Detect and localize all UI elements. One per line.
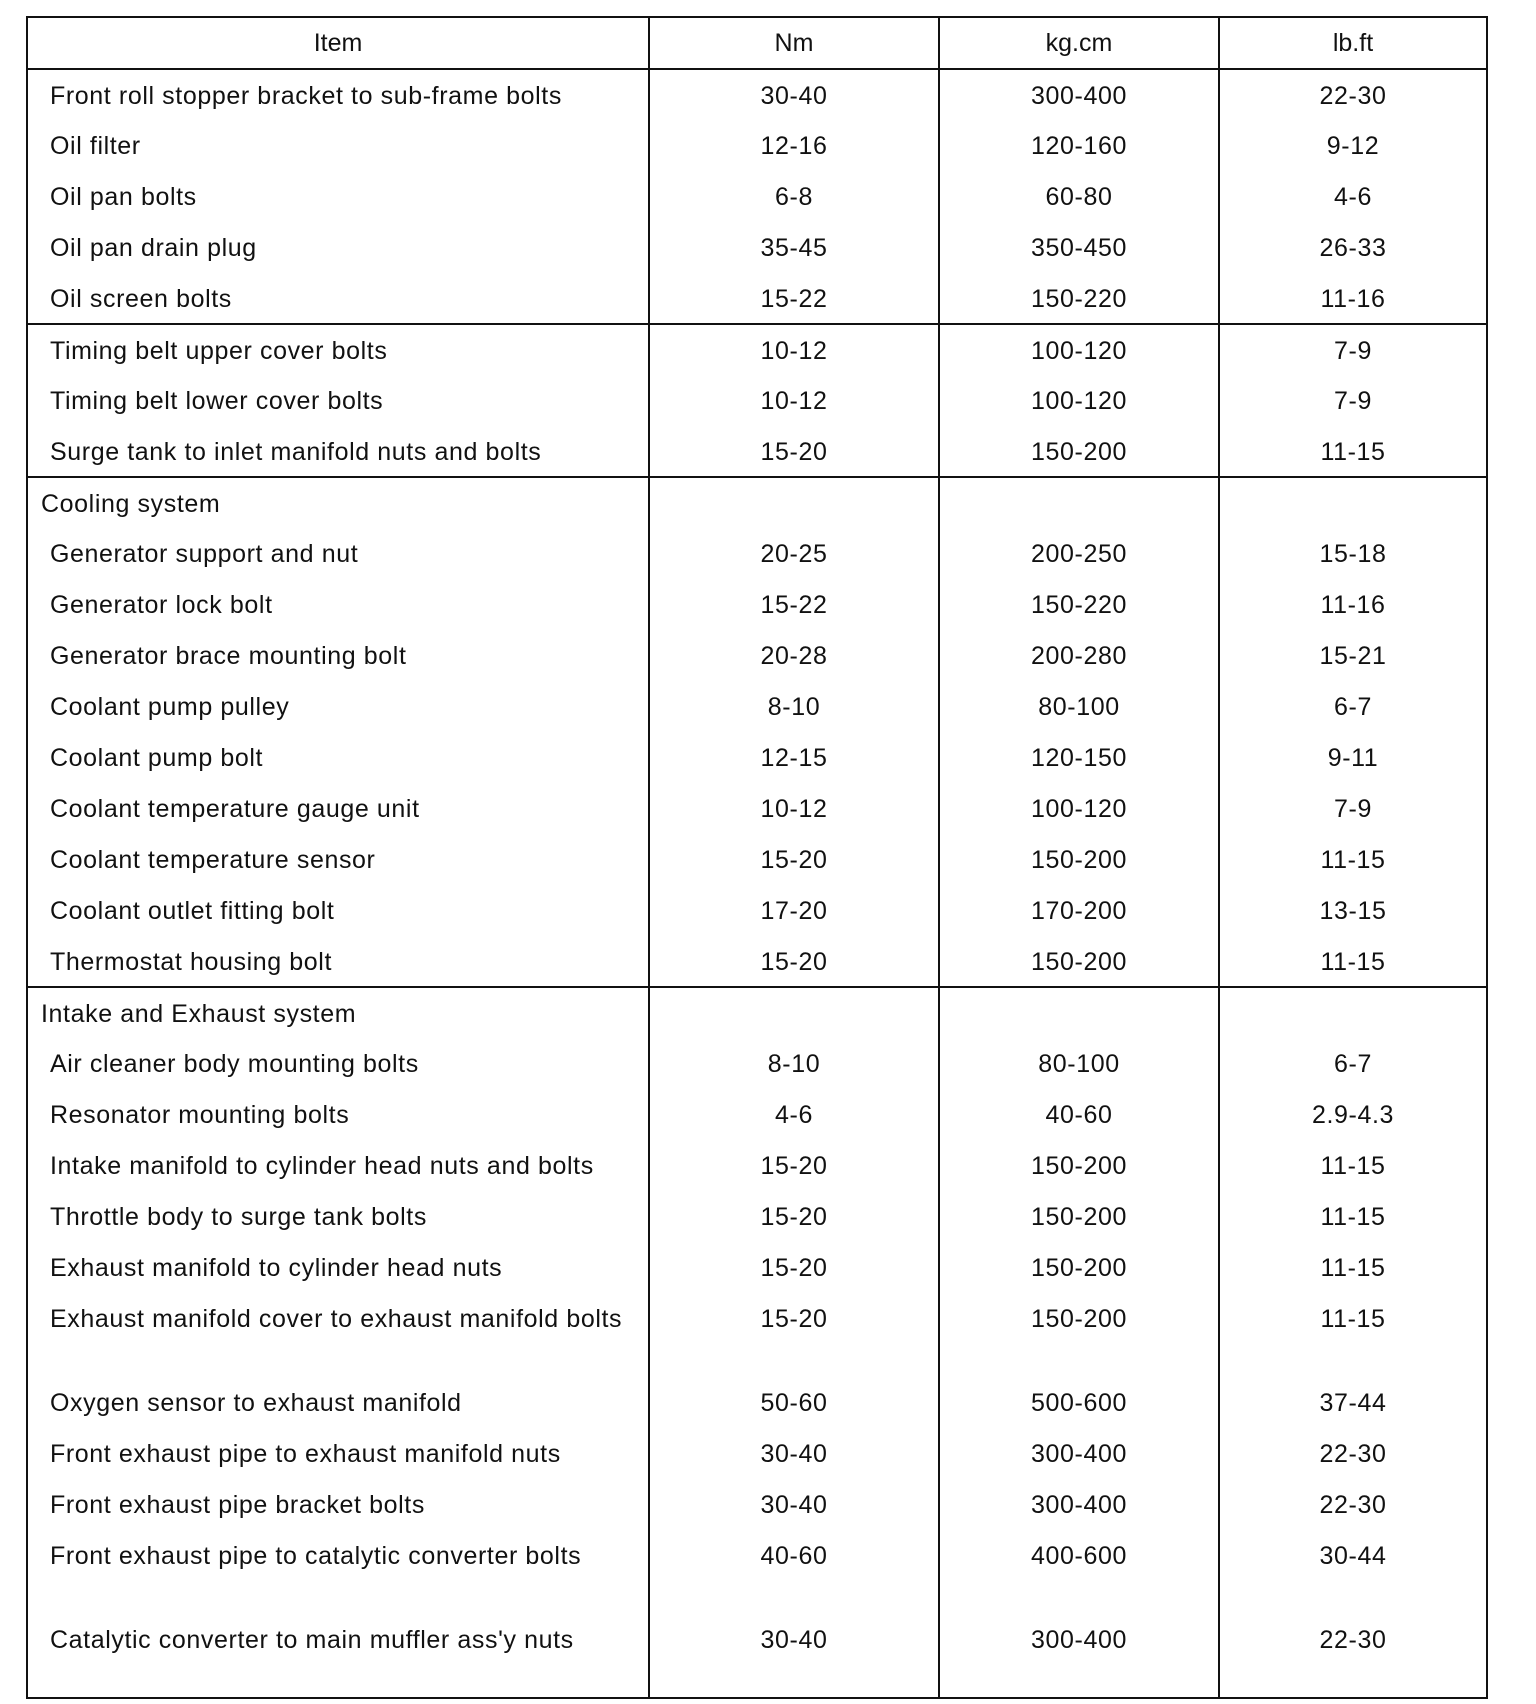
cell-item: Thermostat housing bolt (50, 948, 333, 976)
cell-lbft: 11-15 (1219, 1293, 1487, 1377)
table-row (27, 222, 1487, 273)
table-row (27, 936, 1487, 987)
cell-item: Generator brace mounting bolt (50, 642, 407, 670)
cell-lbft: 22-30 (1219, 1428, 1487, 1479)
cell-kgcm: 120-160 (939, 120, 1219, 171)
empty-cell (649, 987, 939, 1038)
cell-lbft: 11-16 (1219, 273, 1487, 324)
group-timing-belt (27, 324, 1487, 477)
table-row (27, 1191, 1487, 1242)
empty-cell (649, 477, 939, 528)
cell-kgcm: 120-150 (939, 732, 1219, 783)
table-row (27, 681, 1487, 732)
cell-lbft: 11-15 (1219, 1191, 1487, 1242)
cell-lbft: 2.9-4.3 (1219, 1089, 1487, 1140)
cell-item: Front exhaust pipe to exhaust manifold nuts (50, 1440, 561, 1468)
section-header-row (27, 477, 1487, 528)
section-header-row (27, 987, 1487, 1038)
cell-nm: 15-20 (649, 936, 939, 987)
cell-lbft: 22-30 (1219, 1614, 1487, 1698)
cell-nm: 4-6 (649, 1089, 939, 1140)
cell-nm: 10-12 (649, 783, 939, 834)
cell-item: Throttle body to surge tank bolts (50, 1203, 427, 1231)
cell-item: Oil pan bolts (50, 183, 197, 211)
table-row (27, 120, 1487, 171)
cell-nm: 30-40 (649, 69, 939, 120)
cell-lbft: 30-44 (1219, 1530, 1487, 1614)
cell-lbft: 7-9 (1219, 324, 1487, 375)
cell-nm: 30-40 (649, 1479, 939, 1530)
table-row (27, 885, 1487, 936)
cell-item: Front roll stopper bracket to sub-frame bolts (50, 82, 562, 110)
empty-cell (939, 477, 1219, 528)
cell-kgcm: 150-200 (939, 834, 1219, 885)
table-row (27, 1089, 1487, 1140)
cell-lbft: 11-15 (1219, 834, 1487, 885)
cell-kgcm: 150-200 (939, 936, 1219, 987)
cell-kgcm: 200-250 (939, 528, 1219, 579)
cell-nm: 15-20 (649, 1242, 939, 1293)
cell-lbft: 6-7 (1219, 681, 1487, 732)
cell-item: Front exhaust pipe to catalytic converter bolts (50, 1542, 582, 1570)
cell-kgcm: 150-200 (939, 1293, 1219, 1377)
cell-item: Oil filter (50, 132, 141, 160)
cell-item: Exhaust manifold to cylinder head nuts (50, 1254, 503, 1282)
cell-nm: 8-10 (649, 1038, 939, 1089)
cell-nm: 8-10 (649, 681, 939, 732)
cell-lbft: 22-30 (1219, 1479, 1487, 1530)
table-row (27, 1140, 1487, 1191)
table-row (27, 1614, 1487, 1698)
cell-item: Generator support and nut (50, 540, 359, 568)
header-nm: Nm (649, 17, 939, 69)
cell-item: Timing belt lower cover bolts (50, 387, 384, 415)
cell-kgcm: 150-220 (939, 579, 1219, 630)
cell-item: Coolant temperature gauge unit (50, 795, 420, 823)
cell-nm: 20-28 (649, 630, 939, 681)
cell-item: Air cleaner body mounting bolts (50, 1050, 419, 1078)
cell-kgcm: 200-280 (939, 630, 1219, 681)
cell-kgcm: 400-600 (939, 1530, 1219, 1614)
empty-cell (1219, 477, 1487, 528)
cell-item: Coolant pump pulley (50, 693, 290, 721)
cell-kgcm: 350-450 (939, 222, 1219, 273)
cell-kgcm: 60-80 (939, 171, 1219, 222)
cell-nm: 10-12 (649, 324, 939, 375)
cell-nm: 6-8 (649, 171, 939, 222)
table-row (27, 1293, 1487, 1377)
cell-nm: 15-20 (649, 1140, 939, 1191)
cell-item: Front exhaust pipe bracket bolts (50, 1491, 425, 1519)
table-row (27, 1242, 1487, 1293)
cell-lbft: 9-12 (1219, 120, 1487, 171)
group-cooling-system (27, 477, 1487, 987)
cell-kgcm: 300-400 (939, 1428, 1219, 1479)
cell-nm: 15-22 (649, 273, 939, 324)
cell-kgcm: 150-200 (939, 426, 1219, 477)
cell-nm: 20-25 (649, 528, 939, 579)
table-row (27, 426, 1487, 477)
cell-nm: 40-60 (649, 1530, 939, 1614)
cell-nm: 12-15 (649, 732, 939, 783)
cell-nm: 15-20 (649, 1293, 939, 1377)
cell-nm: 50-60 (649, 1377, 939, 1428)
cell-lbft: 11-15 (1219, 936, 1487, 987)
cell-kgcm: 100-120 (939, 783, 1219, 834)
cell-kgcm: 150-220 (939, 273, 1219, 324)
table-row (27, 1530, 1487, 1614)
cell-lbft: 15-18 (1219, 528, 1487, 579)
header-kgcm: kg.cm (939, 17, 1219, 69)
cell-item: Catalytic converter to main muffler ass'y nuts (50, 1626, 574, 1654)
cell-item: Coolant temperature sensor (50, 846, 376, 874)
cell-lbft: 15-21 (1219, 630, 1487, 681)
cell-item: Coolant outlet fitting bolt (50, 897, 335, 925)
cell-item: Oil pan drain plug (50, 234, 257, 262)
cell-nm: 30-40 (649, 1614, 939, 1698)
cell-lbft: 11-15 (1219, 1140, 1487, 1191)
cell-lbft: 11-16 (1219, 579, 1487, 630)
cell-item: Timing belt upper cover bolts (50, 337, 388, 365)
cell-lbft: 9-11 (1219, 732, 1487, 783)
cell-item: Exhaust manifold cover to exhaust manifold bolts (50, 1305, 623, 1333)
cell-kgcm: 300-400 (939, 69, 1219, 120)
cell-nm: 35-45 (649, 222, 939, 273)
table-row (27, 528, 1487, 579)
cell-nm: 12-16 (649, 120, 939, 171)
cell-item: Coolant pump bolt (50, 744, 264, 772)
table-row (27, 1377, 1487, 1428)
cell-nm: 17-20 (649, 885, 939, 936)
cell-lbft: 11-15 (1219, 1242, 1487, 1293)
cell-item: Oil screen bolts (50, 285, 232, 313)
section-title-intake-exhaust: Intake and Exhaust system (41, 1000, 357, 1028)
table-row (27, 834, 1487, 885)
table-row (27, 1038, 1487, 1089)
empty-cell (1219, 987, 1487, 1038)
group-lubrication (27, 69, 1487, 324)
cell-item: Generator lock bolt (50, 591, 273, 619)
cell-kgcm: 80-100 (939, 1038, 1219, 1089)
table-row (27, 1479, 1487, 1530)
cell-kgcm: 300-400 (939, 1479, 1219, 1530)
cell-lbft: 6-7 (1219, 1038, 1487, 1089)
cell-kgcm: 80-100 (939, 681, 1219, 732)
cell-kgcm: 500-600 (939, 1377, 1219, 1428)
torque-spec-sheet (26, 16, 1486, 1699)
table-row (27, 273, 1487, 324)
cell-lbft: 13-15 (1219, 885, 1487, 936)
table-row (27, 324, 1487, 375)
cell-kgcm: 40-60 (939, 1089, 1219, 1140)
table-row (27, 375, 1487, 426)
cell-item: Oxygen sensor to exhaust manifold (50, 1389, 462, 1417)
cell-kgcm: 170-200 (939, 885, 1219, 936)
header-row (27, 17, 1487, 69)
cell-lbft: 7-9 (1219, 783, 1487, 834)
cell-kgcm: 100-120 (939, 324, 1219, 375)
table-row (27, 171, 1487, 222)
cell-lbft: 37-44 (1219, 1377, 1487, 1428)
cell-nm: 10-12 (649, 375, 939, 426)
section-title-cooling: Cooling system (41, 490, 221, 518)
cell-nm: 15-20 (649, 834, 939, 885)
table-row (27, 69, 1487, 120)
table-row (27, 630, 1487, 681)
cell-nm: 15-20 (649, 426, 939, 477)
empty-cell (939, 987, 1219, 1038)
cell-lbft: 11-15 (1219, 426, 1487, 477)
cell-lbft: 4-6 (1219, 171, 1487, 222)
cell-item: Resonator mounting bolts (50, 1101, 350, 1129)
header-lbft: lb.ft (1219, 17, 1487, 69)
table-row (27, 579, 1487, 630)
table-row (27, 783, 1487, 834)
cell-item: Intake manifold to cylinder head nuts and bolts (50, 1152, 594, 1180)
cell-kgcm: 150-200 (939, 1242, 1219, 1293)
cell-kgcm: 300-400 (939, 1614, 1219, 1698)
torque-spec-table (26, 16, 1488, 1699)
cell-item: Surge tank to inlet manifold nuts and bolts (50, 438, 542, 466)
cell-kgcm: 150-200 (939, 1191, 1219, 1242)
group-intake-exhaust (27, 987, 1487, 1698)
cell-lbft: 22-30 (1219, 69, 1487, 120)
table-row (27, 1428, 1487, 1479)
cell-nm: 30-40 (649, 1428, 939, 1479)
cell-nm: 15-22 (649, 579, 939, 630)
cell-kgcm: 100-120 (939, 375, 1219, 426)
table-row (27, 732, 1487, 783)
cell-lbft: 26-33 (1219, 222, 1487, 273)
header-item: Item (27, 17, 649, 69)
cell-lbft: 7-9 (1219, 375, 1487, 426)
cell-kgcm: 150-200 (939, 1140, 1219, 1191)
cell-nm: 15-20 (649, 1191, 939, 1242)
